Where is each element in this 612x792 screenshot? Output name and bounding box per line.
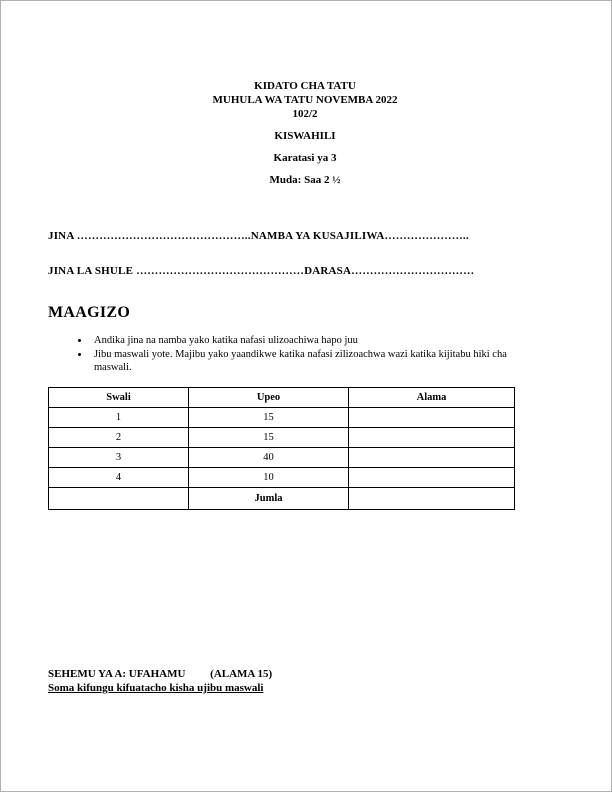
cell-swali (49, 488, 189, 510)
subject-name: KISWAHILI (274, 130, 336, 142)
section-a-title: SEHEMU YA A: UFAHAMU (ALAMA 15) (48, 668, 273, 680)
term-line: MUHULA WA TATU NOVEMBA 2022 (212, 94, 398, 106)
table-row (49, 468, 515, 488)
instruction-item: • Jibu maswali yote. Majibu yako yaandikwe katika nafasi zilizoachwa wazi katika kijitabu hiki cha maswali. (90, 348, 534, 374)
cell-jumla-label: Jumla (189, 488, 349, 510)
table-total-row (49, 488, 515, 510)
instructions-list (48, 334, 562, 374)
name-fill-line: JINA ………………………………………..NAMBA YA KUSAJILIWA………………….. (48, 230, 469, 242)
table-row (49, 428, 515, 448)
cell-alama (349, 428, 515, 448)
cell-swali: 3 (49, 448, 189, 468)
table-header-row (49, 388, 515, 408)
column-header-upeo: Upeo (189, 388, 349, 408)
class-line: KIDATO CHA TATU (254, 80, 356, 92)
section-a-block (48, 667, 272, 695)
column-header-alama: Alama (349, 388, 515, 408)
cell-upeo: 15 (189, 428, 349, 448)
cell-alama (349, 488, 515, 510)
cell-alama (349, 448, 515, 468)
cell-swali: 2 (49, 428, 189, 448)
cell-alama (349, 408, 515, 428)
paper-code: 102/2 (292, 108, 318, 120)
cell-upeo: 15 (189, 408, 349, 428)
instruction-item: • Andika jina na namba yako katika nafasi ulizoachiwa hapo juu (90, 334, 534, 347)
cell-upeo: 40 (189, 448, 349, 468)
column-header-swali: Swali (49, 388, 189, 408)
school-fill-line: JINA LA SHULE ………………………………………DARASA…………………………… (48, 265, 475, 277)
paper-number: Karatasi ya 3 (273, 152, 337, 164)
duration-line: Muda: Saa 2 ½ (269, 174, 341, 186)
exam-header (48, 79, 562, 187)
instructions-heading: MAAGIZO (48, 304, 131, 321)
cell-swali: 4 (49, 468, 189, 488)
table-row (49, 408, 515, 428)
marks-table (48, 387, 515, 510)
cell-upeo: 10 (189, 468, 349, 488)
section-a-subtitle: Soma kifungu kifuatacho kisha ujibu maswali (48, 682, 264, 694)
cell-swali: 1 (49, 408, 189, 428)
cell-alama (349, 468, 515, 488)
table-row (49, 448, 515, 468)
